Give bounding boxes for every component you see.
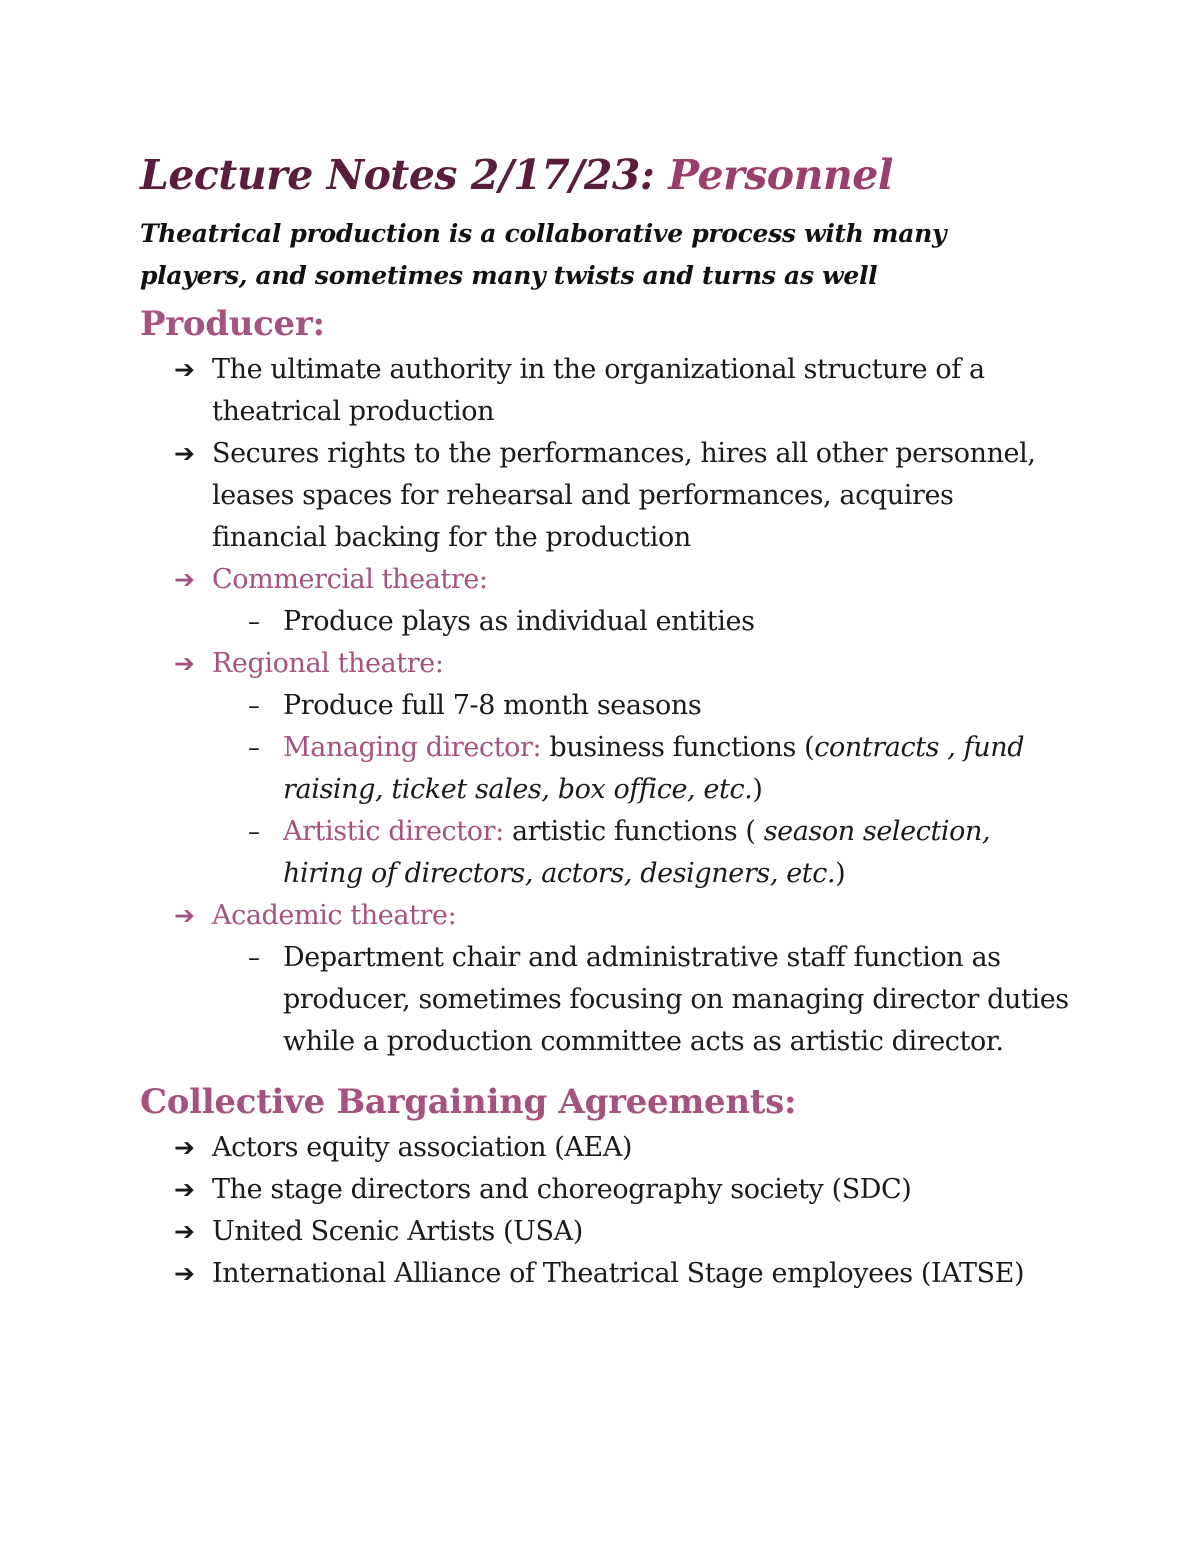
arrow-icon: ➔ — [174, 439, 195, 468]
list-item-artistic-director — [140, 811, 1070, 895]
title-main: Lecture Notes 2/17/23: — [140, 151, 669, 199]
managing-director-close: ) — [752, 774, 763, 805]
subheading-commercial — [140, 559, 1070, 601]
document-page — [140, 145, 1070, 1295]
arrow-icon: ➔ — [174, 565, 195, 594]
list-item — [140, 1253, 1070, 1295]
artistic-director-close: ) — [835, 858, 846, 889]
arrow-icon: ➔ — [174, 1133, 195, 1162]
artistic-director-text: artistic functions ( — [503, 816, 764, 847]
list-item — [140, 349, 1070, 433]
managing-director-label: Managing director: — [283, 732, 542, 763]
commercial-label: Commercial theatre: — [212, 564, 488, 595]
managing-director-text: business functions ( — [541, 732, 815, 763]
list-item — [140, 1169, 1070, 1211]
arrow-icon: ➔ — [174, 1217, 195, 1246]
title-accent: Personnel — [668, 151, 893, 199]
list-item — [140, 937, 1070, 1063]
heading-producer: Producer: — [140, 304, 325, 344]
artistic-director-label: Artistic director: — [283, 816, 504, 847]
producer-list — [140, 349, 1070, 1063]
list-item-text: Produce plays as individual entities — [283, 606, 755, 637]
heading-cba: Collective Bargaining Agreements: — [140, 1082, 797, 1122]
list-item-text: United Scenic Artists (USA) — [212, 1216, 583, 1247]
artistic-director-examples: season selection, hiring of directors, actors, designers, etc. — [283, 816, 991, 889]
list-item-text: The stage directors and choreography society (SDC) — [212, 1174, 912, 1205]
dash-icon: – — [248, 944, 260, 972]
list-item — [140, 601, 1070, 643]
arrow-icon: ➔ — [174, 901, 195, 930]
list-item — [140, 1127, 1070, 1169]
dash-icon: – — [248, 608, 260, 636]
subheading-regional — [140, 643, 1070, 685]
list-item-text: Department chair and administrative staff function as producer, sometimes focusing on managing director duties while a production committee acts as artistic director. — [283, 942, 1069, 1057]
subheading-academic — [140, 895, 1070, 937]
list-item-text: Produce full 7-8 month seasons — [283, 690, 702, 721]
list-item-managing-director — [140, 727, 1070, 811]
arrow-icon: ➔ — [174, 649, 195, 678]
dash-icon: – — [248, 818, 260, 846]
managing-director-examples: contracts , fund raising, ticket sales, box office, etc. — [283, 732, 1025, 805]
arrow-icon: ➔ — [174, 1175, 195, 1204]
regional-label: Regional theatre: — [212, 648, 444, 679]
list-item-text: International Alliance of Theatrical Stage employees (IATSE) — [212, 1258, 1025, 1289]
dash-icon: – — [248, 734, 260, 762]
list-item-text: The ultimate authority in the organizational structure of a theatrical production — [212, 354, 985, 427]
list-item — [140, 433, 1070, 559]
dash-icon: – — [248, 692, 260, 720]
subtitle: Theatrical production is a collaborative process with many players, and sometimes many twists and turns as well — [140, 219, 947, 290]
list-item — [140, 1211, 1070, 1253]
academic-label: Academic theatre: — [212, 900, 457, 931]
page-title — [140, 145, 1070, 205]
arrow-icon: ➔ — [174, 355, 195, 384]
list-item — [140, 685, 1070, 727]
arrow-icon: ➔ — [174, 1259, 195, 1288]
list-item-text: Actors equity association (AEA) — [212, 1132, 633, 1163]
list-item-text: Secures rights to the performances, hires all other personnel, leases spaces for rehearsal and performances, acquires financial backing for the production — [212, 438, 1036, 553]
cba-list — [140, 1127, 1070, 1295]
